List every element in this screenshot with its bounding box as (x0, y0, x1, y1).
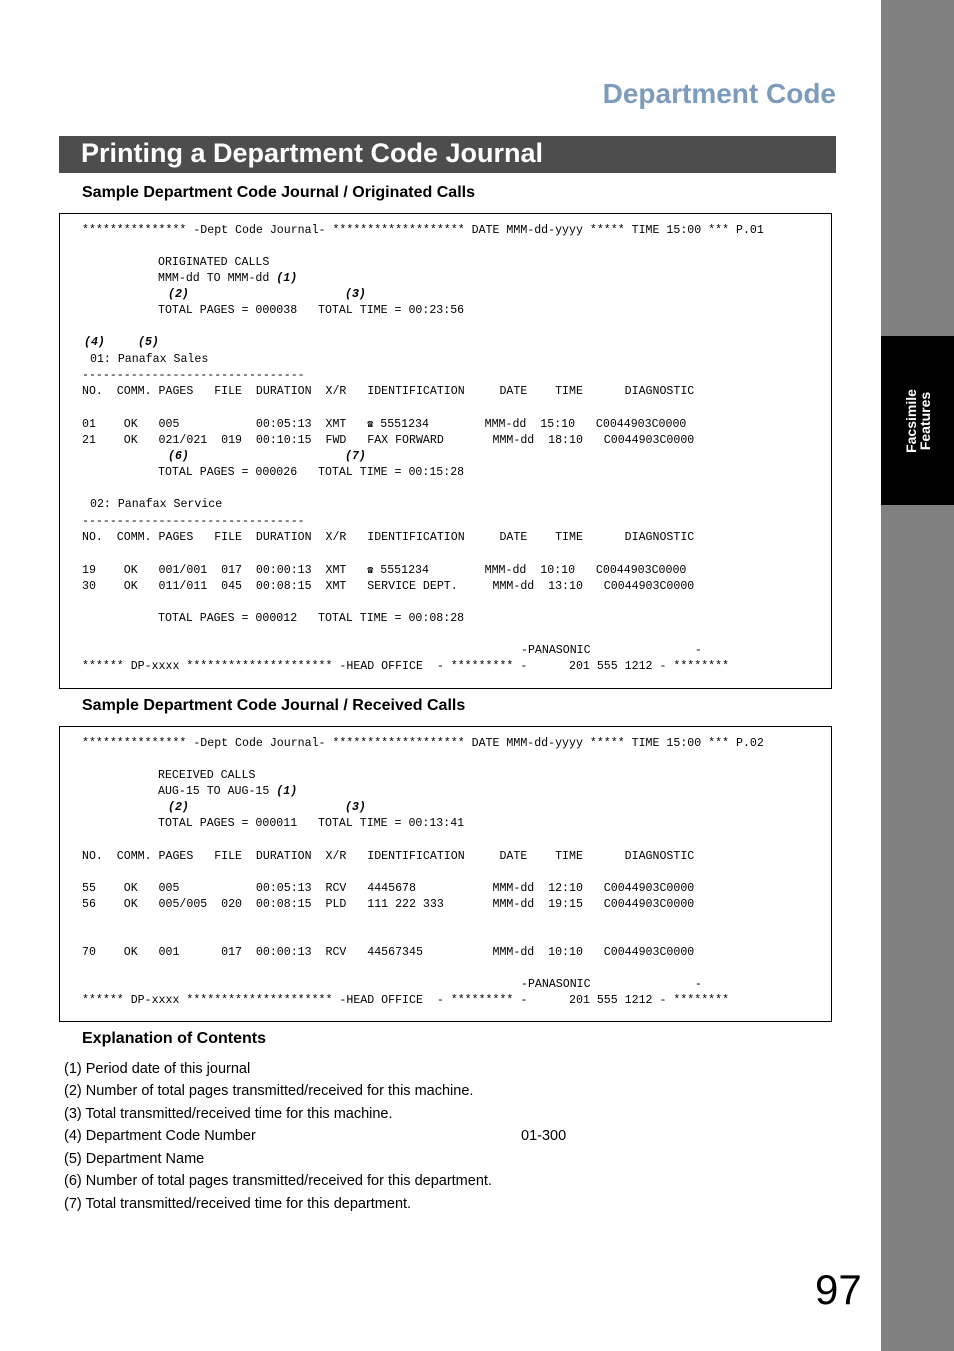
explanation-heading: Explanation of Contents (82, 1030, 266, 1047)
table-header: NO. COMM. PAGES FILE DURATION X/R IDENTIFICATION DATE TIME DIAGNOSTIC (82, 385, 695, 398)
ref-3: (3) (345, 288, 366, 301)
dept-total-line: TOTAL PAGES = 000012 TOTAL TIME = 00:08:28 (158, 612, 465, 625)
side-margin-bar (881, 0, 954, 1351)
explanation-item: (3) Total transmitted/received time for this machine. (64, 1106, 393, 1122)
journal1-period: MMM-dd TO MMM-dd (158, 272, 270, 285)
explanation-item: (1) Period date of this journal (64, 1061, 251, 1077)
journal1-footer2: ****** DP-xxxx ********************* -HEAD OFFICE - ********* - 201 555 1212 - ******** (82, 660, 730, 673)
table-row: 55 OK 005 00:05:13 RCV 4445678 MMM-dd 12:10 C0044903C0000 (82, 882, 695, 895)
ref-6: (6) (168, 450, 189, 463)
journal2-summary-title: RECEIVED CALLS (158, 769, 256, 782)
table-row: 30 OK 011/011 045 00:08:15 XMT SERVICE DEPT. MMM-dd 13:10 C0044903C0000 (82, 580, 695, 593)
journal1-total-line: TOTAL PAGES = 000038 TOTAL TIME = 00:23:56 (158, 304, 465, 317)
page-number: 97 (815, 1266, 862, 1313)
journal1-summary-title: ORIGINATED CALLS (158, 256, 270, 269)
chapter-tab-line2: Features (916, 391, 933, 450)
ref-2: (2) (168, 288, 189, 301)
explanation-item: (2) Number of total pages transmitted/received for this machine. (64, 1083, 474, 1099)
explanation-item: (4) Department Code Number (64, 1128, 256, 1144)
ref-1: (1) (276, 272, 298, 285)
journal2-top-line: *************** -Dept Code Journal- ******************* DATE MMM-dd-yyyy ***** TIME 15:00 *** P.02 (82, 737, 764, 750)
table-header: NO. COMM. PAGES FILE DURATION X/R IDENTIFICATION DATE TIME DIAGNOSTIC (82, 531, 695, 544)
table-row: 56 OK 005/005 020 00:08:15 PLD 111 222 333 MMM-dd 19:15 C0044903C0000 (82, 898, 695, 911)
journal1-heading: Sample Department Code Journal / Originated Calls (82, 184, 475, 201)
journal1-box (59, 213, 832, 689)
chapter-tab (881, 336, 954, 505)
phone-icon: ☎ (367, 420, 374, 431)
journal2-box (59, 726, 832, 1022)
phone-icon: ☎ (367, 566, 374, 577)
ref-5: (5) (138, 336, 159, 349)
dept-code-range: 01-300 (521, 1128, 567, 1144)
journal2-total-line: TOTAL PAGES = 000011 TOTAL TIME = 00:13:41 (158, 817, 465, 830)
explanation-item: (7) Total transmitted/received time for this department. (64, 1196, 412, 1212)
journal2-heading: Sample Department Code Journal / Received Calls (82, 697, 466, 714)
chapter-tab-line1: Facsimile (902, 388, 919, 453)
journal2-footer1: -PANASONIC - (521, 978, 702, 991)
dept-rule: -------------------------------- (82, 515, 305, 528)
journal2-footer2: ****** DP-xxxx ********************* -HEAD OFFICE - ********* - 201 555 1212 - ******** (82, 994, 730, 1007)
ref-2: (2) (168, 801, 189, 814)
dept-name: 02: Panafax Service (90, 498, 223, 511)
journal2-period: AUG-15 TO AUG-15 (158, 785, 270, 798)
page-title: Printing a Department Code Journal (81, 138, 544, 168)
journal1-footer1: -PANASONIC - (521, 644, 702, 657)
dept-rule: -------------------------------- (82, 369, 305, 382)
ref-4: (4) (84, 336, 105, 349)
ref-1: (1) (276, 785, 298, 798)
table-row: 19 OK 001/001 017 00:00:13 XMT ☎ 5551234 MMM-dd 10:10 C0044903C0000 (82, 564, 687, 577)
table-header: NO. COMM. PAGES FILE DURATION X/R IDENTIFICATION DATE TIME DIAGNOSTIC (82, 850, 695, 863)
journal1-top-line: *************** -Dept Code Journal- ******************* DATE MMM-dd-yyyy ***** TIME 15:00 *** P.01 (82, 224, 764, 237)
table-row: 21 OK 021/021 019 00:10:15 FWD FAX FORWARD MMM-dd 18:10 C0044903C0000 (82, 434, 695, 447)
table-row: 01 OK 005 00:05:13 XMT ☎ 5551234 MMM-dd 15:10 C0044903C0000 (82, 418, 687, 431)
explanation-item: (6) Number of total pages transmitted/received for this department. (64, 1173, 492, 1189)
table-row: 70 OK 001 017 00:00:13 RCV 44567345 MMM-dd 10:10 C0044903C0000 (82, 946, 695, 959)
ref-7: (7) (345, 450, 366, 463)
page-title-bar (59, 136, 836, 173)
dept-total-line: TOTAL PAGES = 000026 TOTAL TIME = 00:15:28 (158, 466, 465, 479)
dept-name: 01: Panafax Sales (90, 353, 209, 366)
ref-3: (3) (345, 801, 366, 814)
explanation-item: (5) Department Name (64, 1151, 205, 1167)
section-title: Department Code (602, 78, 836, 109)
